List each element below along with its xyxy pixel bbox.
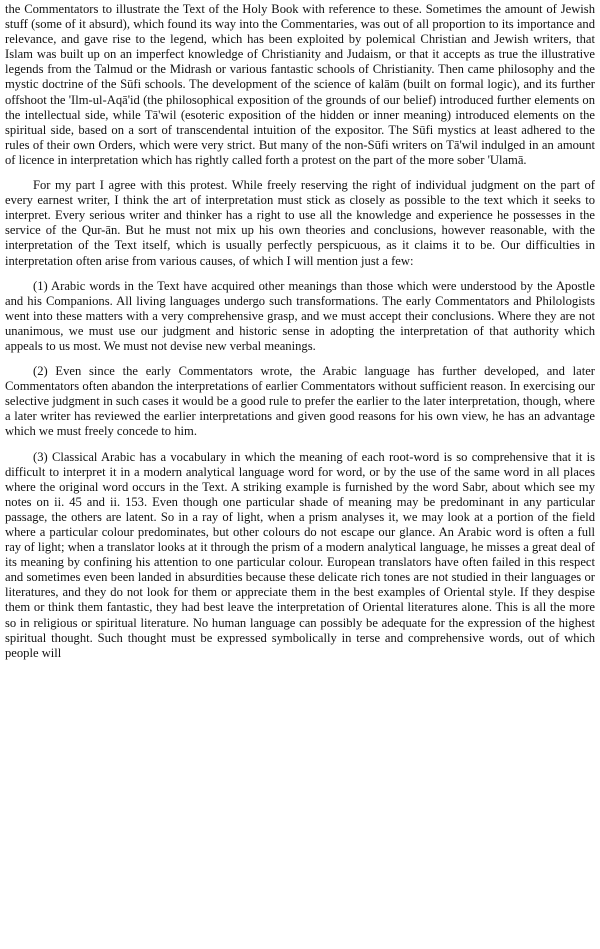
paragraph-point-1: (1) Arabic words in the Text have acquired other meanings than those which were understood by the Apostle and his Companions. All living languages undergo such transformations. The early Commentators and Philologists went into these matters with a very comprehensive grasp, and we must accept their conclusions. Where they are not unanimous, we must use our judgment and historic sense in adopting the interpretation of that authority which appeals to us most. We must not devise new verbal meanings.	[5, 278, 595, 353]
paragraph-point-3: (3) Classical Arabic has a vocabulary in which the meaning of each root-word is so comprehensive that it is difficult to interpret it in a modern analytical language word for word, or by the use of the same word in all places where the original word occurs in the Text. A striking example is furnished by the word Sabr, about which see my notes on ii. 45 and ii. 153. Even though one particular shade of meaning may be predominant in any particular passage, the others are latent. So in a ray of light, when a prism analyses it, we may look at a portion of the field where a particular colour predominates, but other colours do not escape our glance. An Arabic word is often a full ray of light; when a translator looks at it through the prism of a modern analytical language, he misses a great deal of its meaning by confining his attention to one particular colour. European translators have often failed in this respect and sometimes even been landed in absurdities because these delicate rich tones are not studied in their languages or literatures, and they do not look for them or appreciate them in the best examples of Oriental style. If they despise them or think them fantastic, they had best leave the interpretation of Oriental literatures alone. This is all the more so in religious or spiritual literature. No human language can possibly be adequate for the expression of the highest spiritual thought. Such thought must be expressed symbolically in terse and comprehensive words, out of which people will	[5, 449, 595, 660]
paragraph-commentators-history: the Commentators to illustrate the Text of the Holy Book with reference to these. Sometimes the amount of Jewish stuff (some of it absurd), which found its way into the Commentaries, was out of all proportion to its importance and relevance, and gave rise to the legend, which has been exploited by polemical Christian and Jewish writers, that Islam was built up on an imperfect knowledge of Christianity and Judaism, or that it accepts as true the illustrative legends from the Talmud or the Midrash or various fantastic schools of Christianity. Then came philosophy and the mystic doctrine of the Sūfi schools. The development of the science of kalām (built on formal logic), and its further offshoot the 'Ilm-ul-Aqā'id (the philosophical exposition of the grounds of our belief) introduced further elements on the intellectual side, while Tā'wil (esoteric exposition of the hidden or inner meaning) introduced elements on the spiritual side, based on a sort of transcendental intuition of the expositor. The Sūfi mystics at least adhered to the rules of their own Orders, which were very strict. But many of the non-Sūfi writers on Tā'wil indulged in an amount of licence in interpretation which has rightly called forth a protest on the part of the more sober 'Ulamā.	[5, 2, 595, 167]
document-page	[5, 2, 595, 661]
paragraph-protest: For my part I agree with this protest. While freely reserving the right of individual judgment on the part of every earnest writer, I think the art of interpretation must stick as closely as possible to the text which it seeks to interpret. Every serious writer and thinker has a right to use all the knowledge and experience he possesses in the service of the Qur-ān. But he must not mix up his own theories and conclusions, however reasonable, with the interpretation of the Text itself, which is usually perfectly perspicuous, as it claims it to be. Our difficulties in interpretation often arise from various causes, of which I will mention just a few:	[5, 178, 595, 268]
paragraph-point-2: (2) Even since the early Commentators wrote, the Arabic language has further developed, and later Commentators often abandon the interpretations of earlier Commentators without sufficient reason. In exercising our selective judgment in such cases it would be a good rule to prefer the earlier to the later interpretation, though, where a later writer has reviewed the earlier interpretations and given good reasons for his own view, he has an advantage which we must freely concede to him.	[5, 364, 595, 439]
